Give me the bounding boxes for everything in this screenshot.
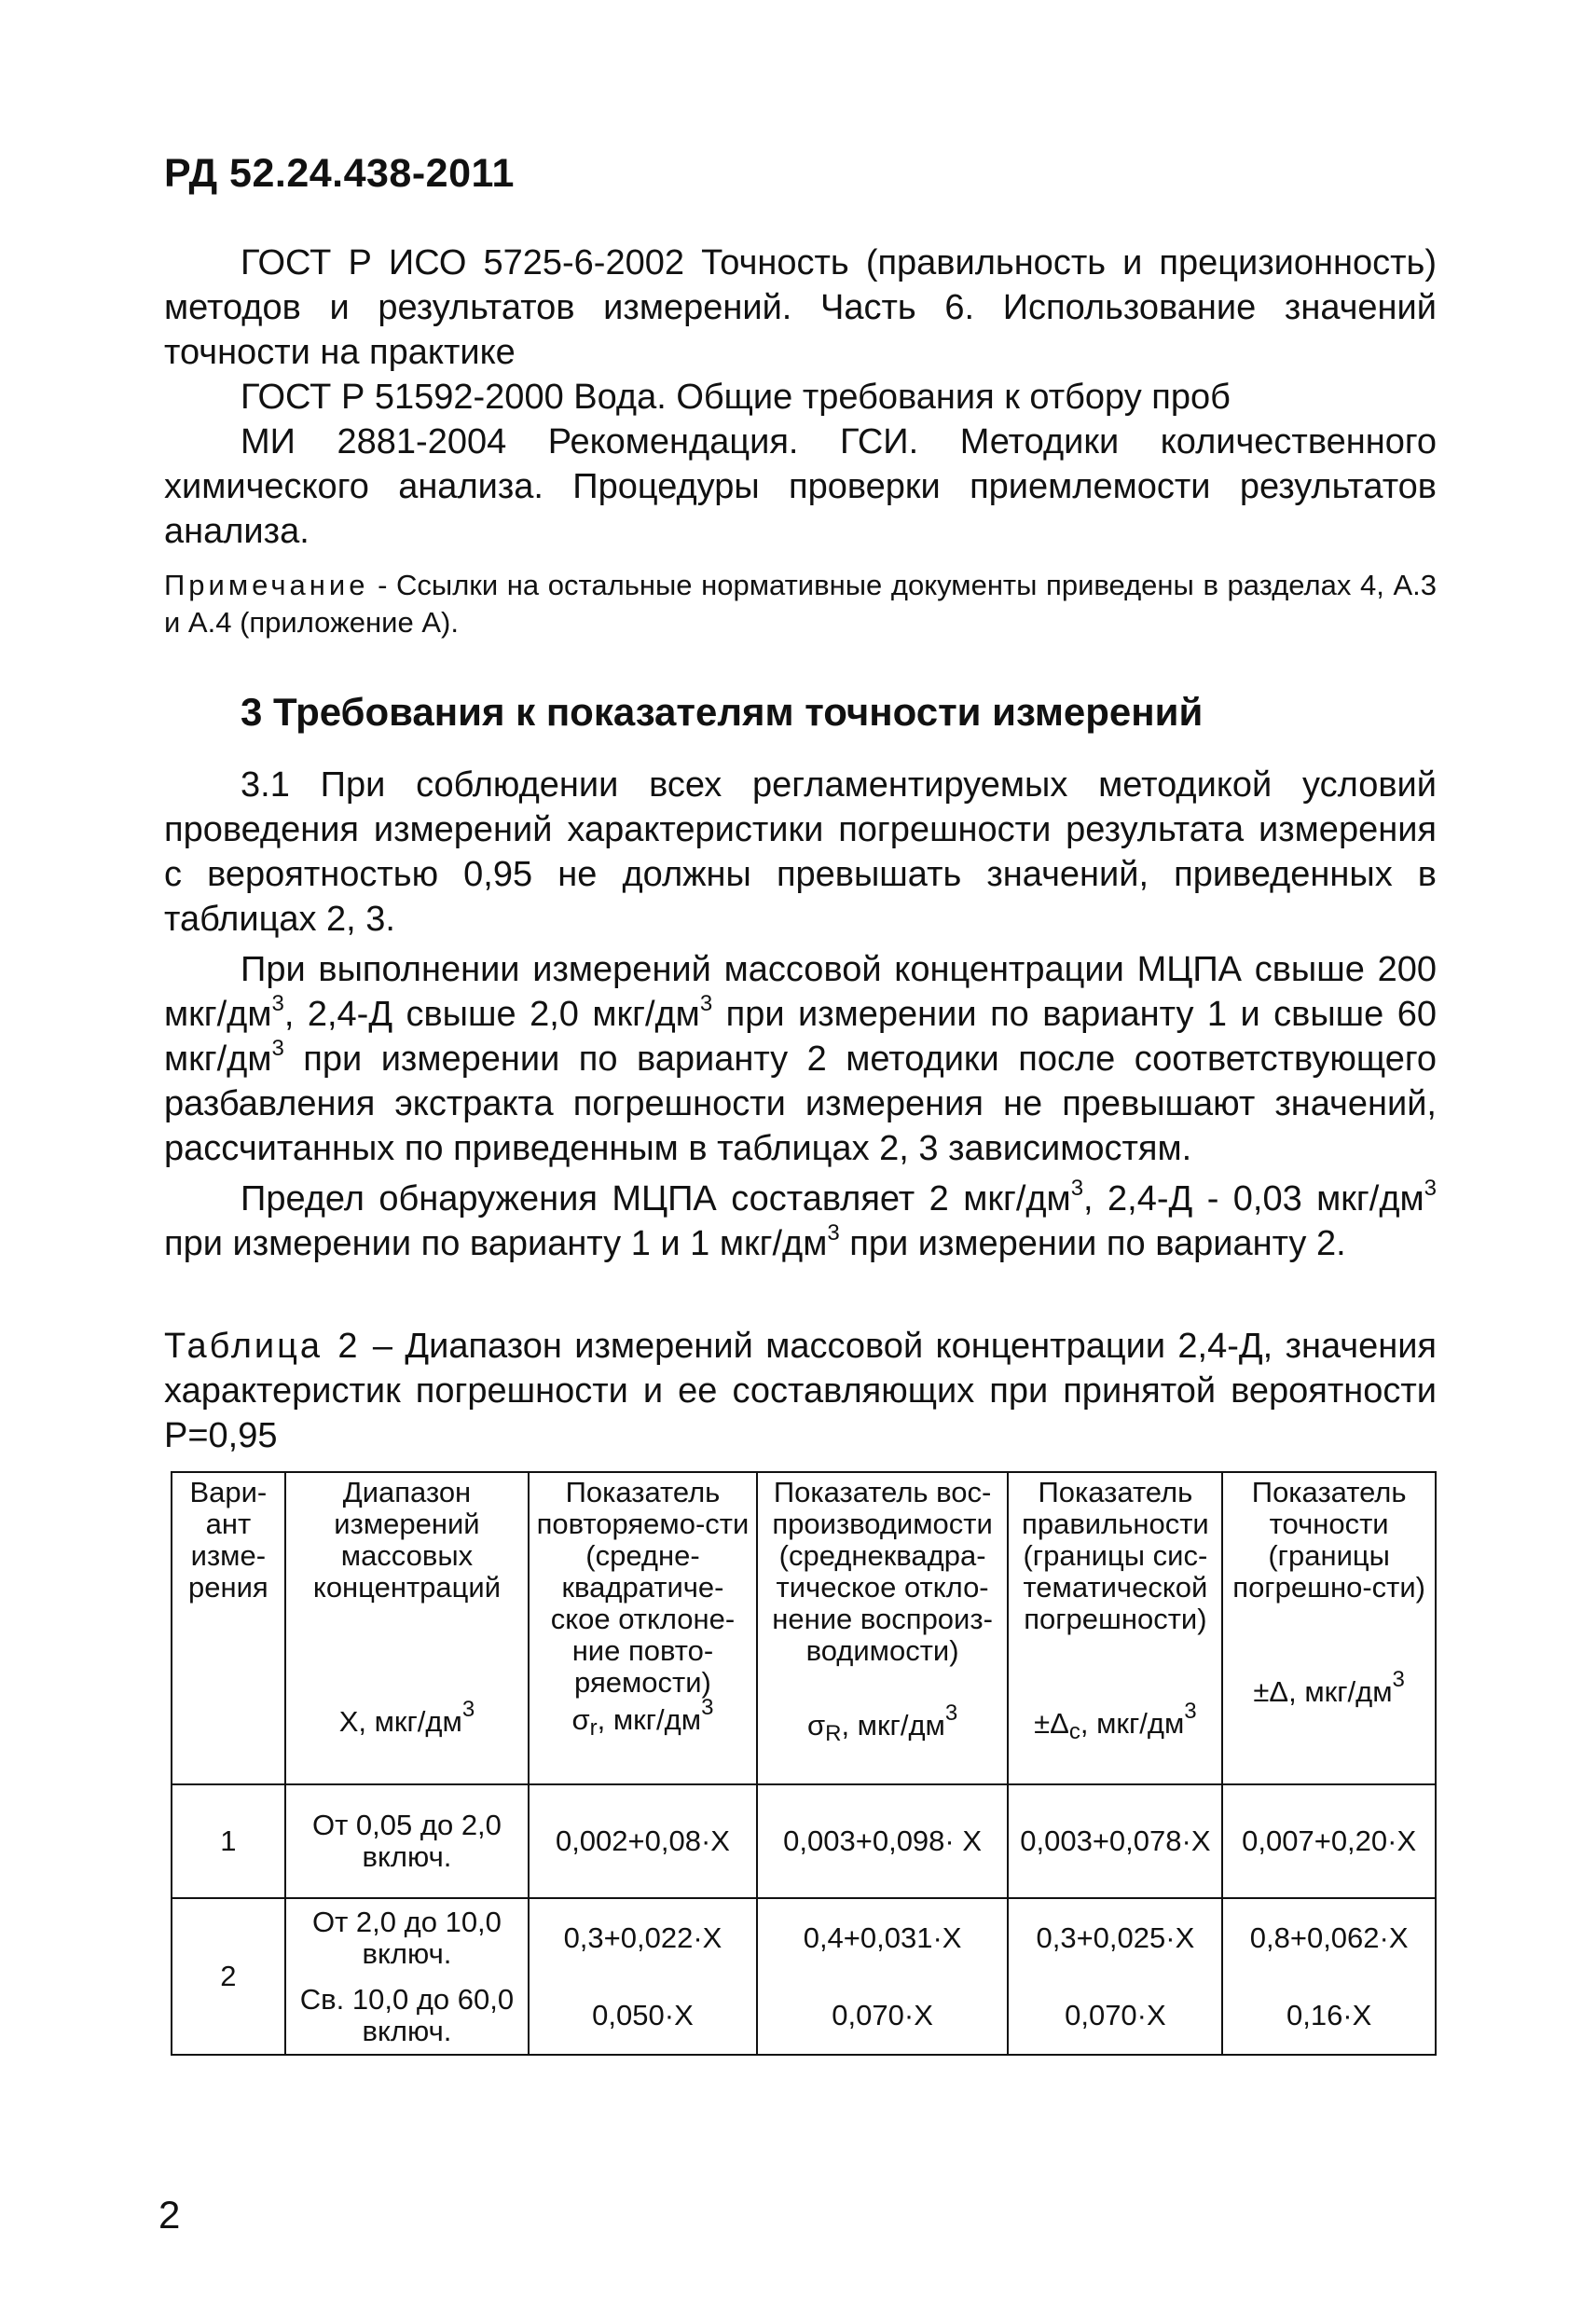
table-caption [164,1324,1437,1458]
cell-reproducibility: 0,003+0,098· Х [757,1784,1009,1898]
reference-item: ГОСТ Р ИСО 5725-6-2002 Точность (правильность и прецизионность) методов и результатов измерений. Часть 6. Использование значений точности на практике [164,243,1437,372]
cell-correctness: 0,3+0,025·Х [1008,1898,1222,1976]
paragraph-3-1: 3.1 При соблюдении всех регламентируемых методикой условий проведения измерений характеристики погрешности результата измерения с вероятностью 0,95 не должны превышать значений, приведенных в таблицах 2, 3. [164,765,1437,939]
cell-repeatability: 0,002+0,08·Х [529,1784,757,1898]
table-row [172,1976,1436,2055]
paragraph-upper-limits: При выполнении измерений массовой концентрации МЦПА свыше 200 мкг/$дм^3$, 2,4-Д свыше 2,0 мкг/$дм^3$ при измерении по варианту 1 и свыше 60 мкг/$дм^3$ при измерении по варианту 2 методики после соответствующего разбавления экстракта погрешности измерения не превышают значений, рассчитанных по приведенным в таблицах 2, 3 зависимостям. [164,950,1437,1168]
cell-repeatability: 0,3+0,022·Х [529,1898,757,1976]
table-caption-label: Таблица 2 [164,1327,361,1366]
header-reproducibility: Показатель вос-производимости (среднеквадра-тическое откло-нение воспроиз-водимости) $\sigma_R$, мкг/$дм^3$ [757,1472,1009,1784]
reference-item: ГОСТ Р 51592-2000 Вода. Общие требования к отбору проб [241,378,1231,417]
note-label: Примечание [164,569,369,601]
paragraph-detection-limit: Предел обнаружения МЦПА составляет 2 мкг/$дм^3$, 2,4-Д - 0,03 мкг/$дм^3$ при измерении по варианту 1 и 1 мкг/$дм^3$ при измерении по варианту 2. [164,1176,1438,1263]
header-range: Диапазон измерений массовых концентраций Х, мкг/$дм^3$ [285,1472,529,1784]
document-code-header: РД 52.24.438-2011 [164,151,515,196]
table-caption-text: – Диапазон измерений массовой концентрации 2,4-Д, значения характеристик погрешности и ее составляющих при принятой вероятности Р=0,95 [164,1327,1437,1455]
note [164,567,1437,641]
cell-correctness: 0,003+0,078·Х [1008,1784,1222,1898]
accuracy-table [171,1471,1437,2056]
section-body [164,763,1437,1272]
cell-variant: 1 [172,1784,285,1898]
header-variant: Вари-ант изме-рения [172,1472,285,1784]
header-repeatability: Показатель повторяемо-сти (средне-квадратиче-ское отклоне-ние повто-ряемости) $\sigma_r$, мкг/$дм^3$ [529,1472,757,1784]
note-text: - Ссылки на остальные нормативные документы приведены в разделах 4, А.3 и А.4 (приложение А). [164,569,1437,639]
section-title: 3 Требования к показателям точности измерений [241,690,1204,734]
cell-range: Св. 10,0 до 60,0 включ. [285,1976,529,2055]
table-header-row [172,1472,1436,1784]
references-list [164,241,1437,554]
header-correctness: Показатель правильности (границы сис-тематической погрешности) $\pm\Delta_c$, мкг/$дм^3$ [1008,1472,1222,1784]
table-row [172,1784,1436,1898]
cell-range: От 0,05 до 2,0 включ. [285,1784,529,1898]
header-accuracy: Показатель точности (границы погрешно-сти) ±Δ, мкг/$дм^3$ [1222,1472,1436,1784]
cell-accuracy: 0,8+0,062·Х [1222,1898,1436,1976]
cell-reproducibility: 0,070·Х [757,1976,1009,2055]
table-row [172,1898,1436,1976]
cell-correctness: 0,070·Х [1008,1976,1222,2055]
cell-repeatability: 0,050·Х [529,1976,757,2055]
cell-accuracy: 0,16·Х [1222,1976,1436,2055]
cell-range: От 2,0 до 10,0 включ. [285,1898,529,1976]
page-number: 2 [158,2193,181,2237]
cell-reproducibility: 0,4+0,031·Х [757,1898,1009,1976]
cell-accuracy: 0,007+0,20·Х [1222,1784,1436,1898]
reference-item: МИ 2881-2004 Рекомендация. ГСИ. Методики количественного химического анализа. Процедуры проверки приемлемости результатов анализа. [164,422,1437,551]
cell-variant: 2 [172,1898,285,2055]
